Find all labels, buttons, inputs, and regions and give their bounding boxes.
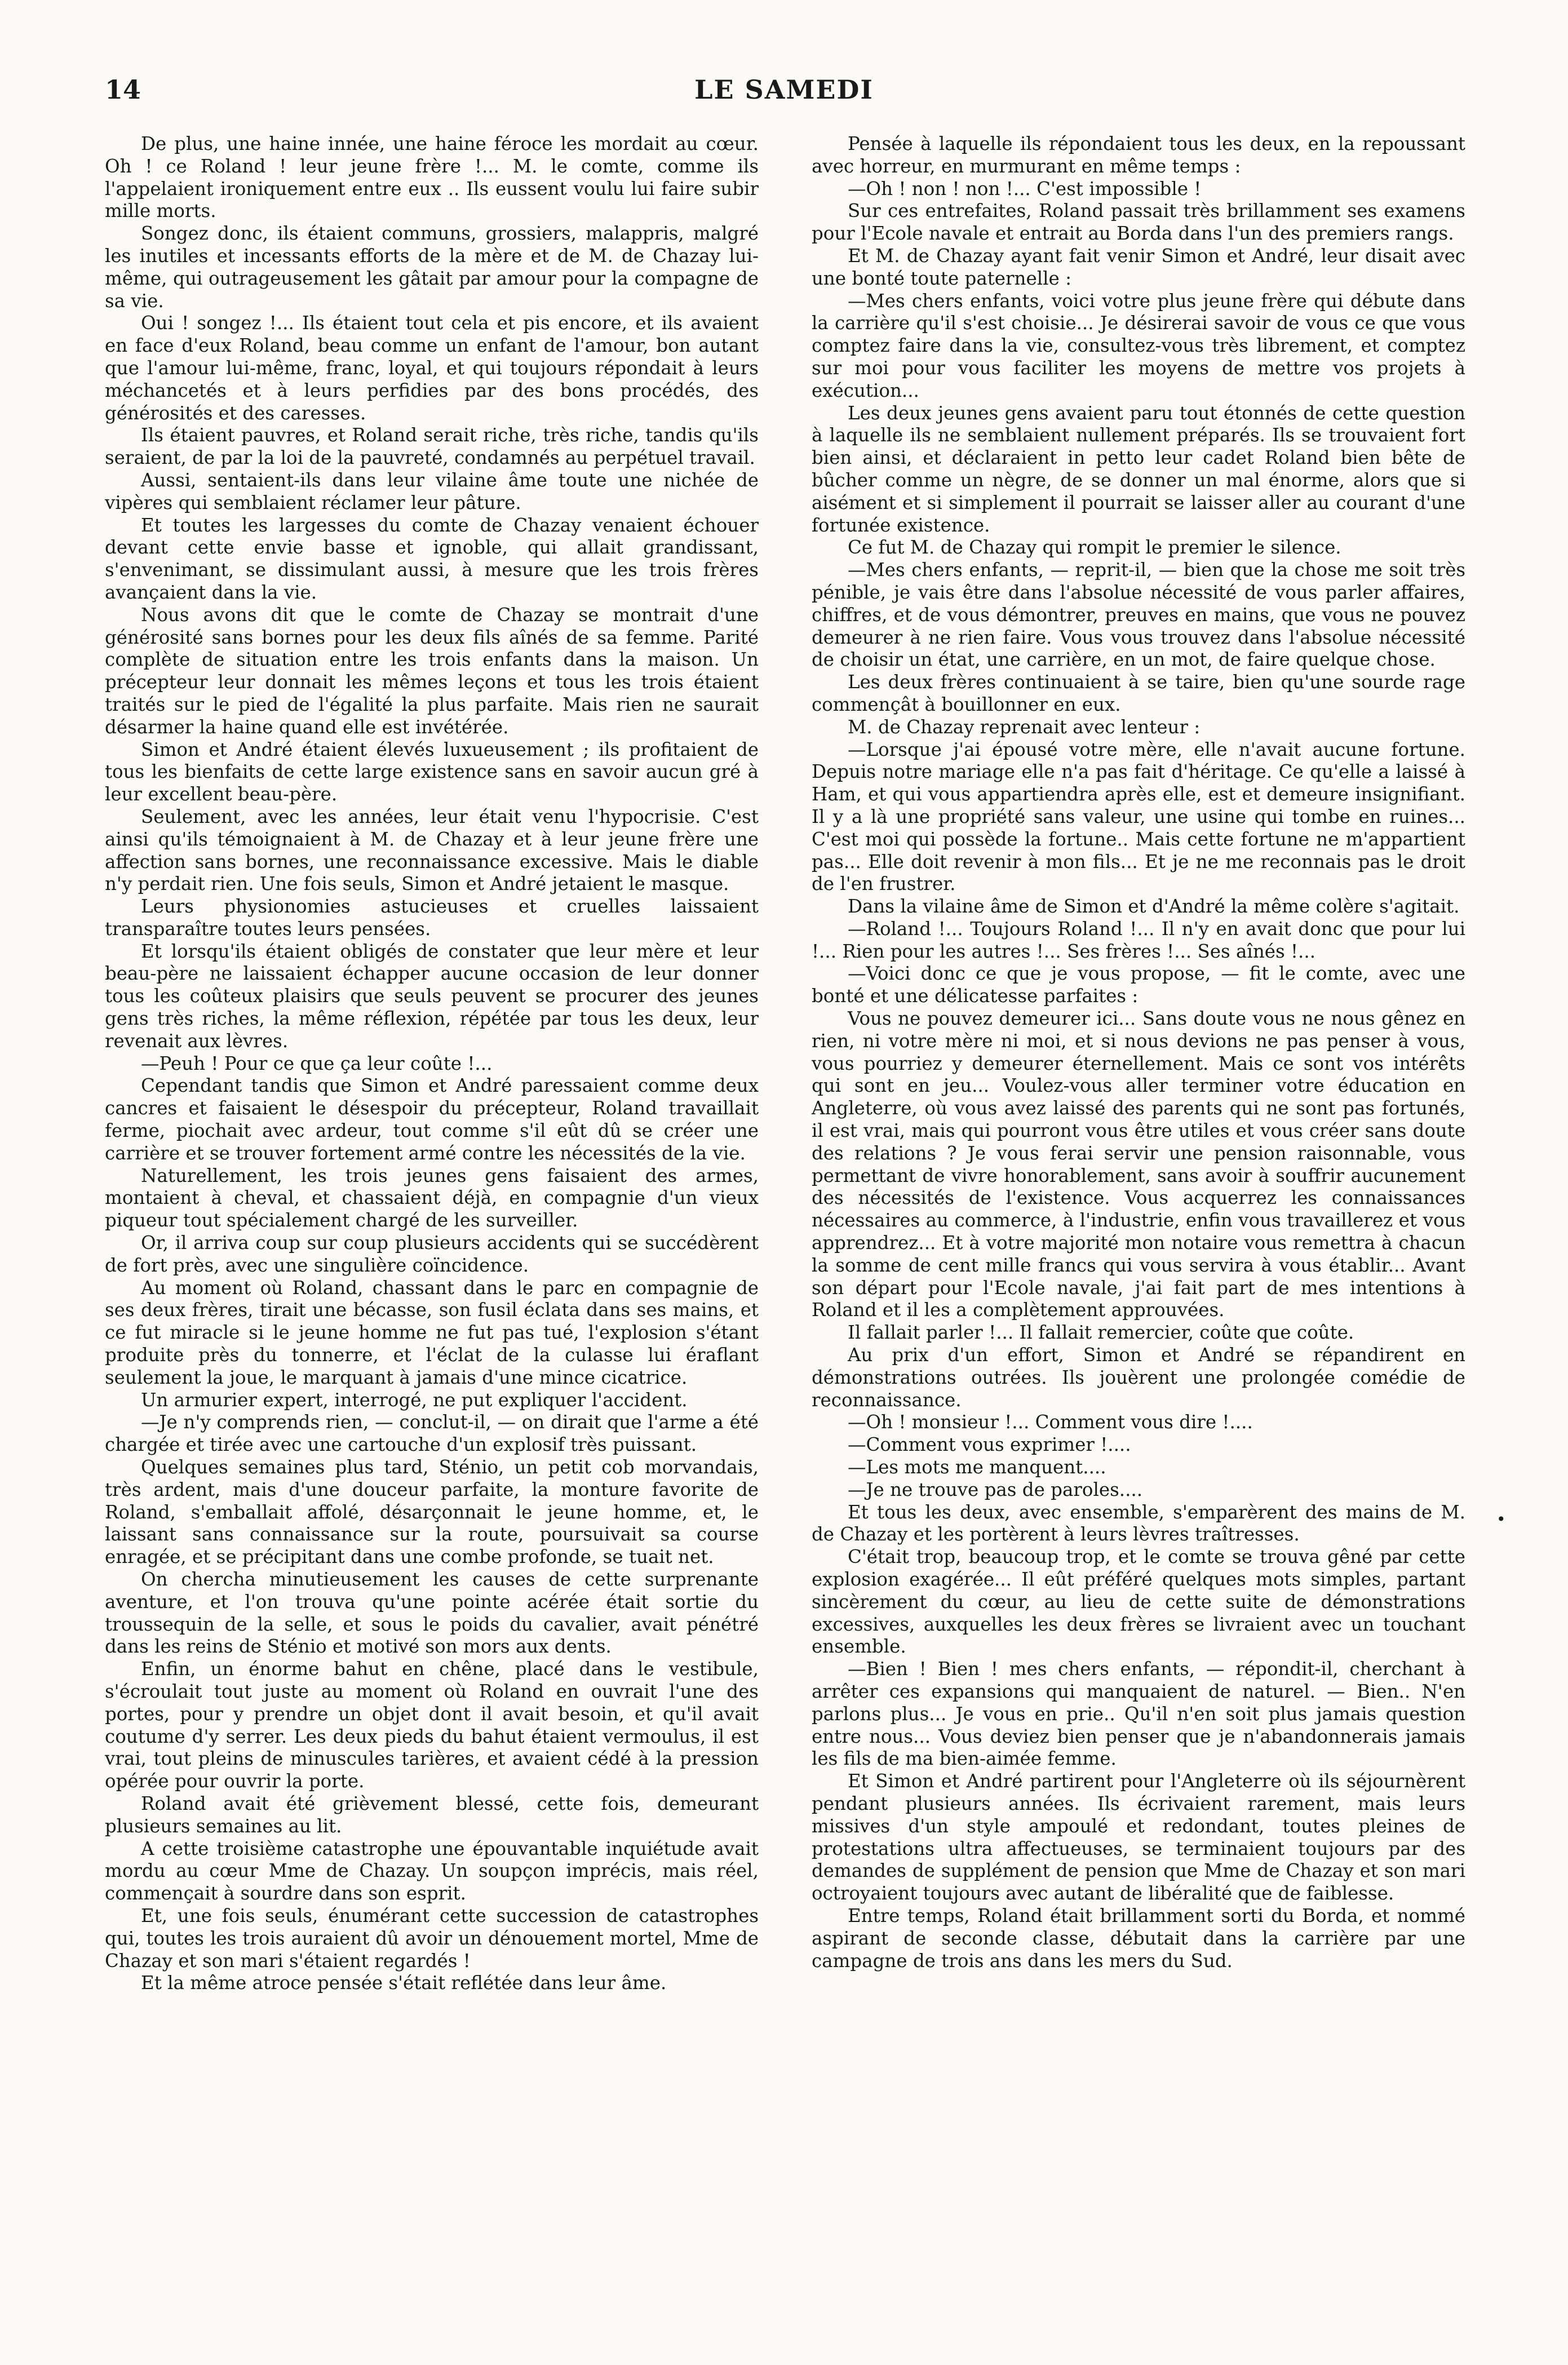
paragraph: Songez donc, ils étaient communs, grossiers, malappris, malgré les inutiles et incessants efforts de la mère et de M. de Chazay lui-même, qui outrageusement les gâtait par amour pour la compagne de sa vie. xyxy=(105,223,759,312)
paragraph: Oui ! songez !... Ils étaient tout cela et pis encore, et ils avaient en face d'eux Roland, beau comme un enfant de l'amour, bon autant que l'amour lui-même, franc, loyal, et qui toujours répondait à leurs méchancetés et à leurs perfidies par des bons procédés, des générosités et des caresses. xyxy=(105,312,759,424)
paragraph: On chercha minutieusement les causes de cette surprenante aventure, et l'on trouva qu'une pointe acérée était sortie du troussequin de la selle, et sous le poids du cavalier, avait pénétré dans les reins de Sténio et motivé son mors aux dents. xyxy=(105,1569,759,1658)
paragraph: Un armurier expert, interrogé, ne put expliquer l'accident. xyxy=(141,1389,688,1411)
paragraph: Naturellement, les trois jeunes gens faisaient des armes, montaient à cheval, et chassaient déjà, en compagnie d'un vieux piqueur tout spécialement chargé de les surveiller. xyxy=(105,1164,759,1232)
paragraph: Il fallait parler !... Il fallait remercier, coûte que coûte. xyxy=(848,1322,1354,1344)
paragraph: Dans la vilaine âme de Simon et d'André la même colère s'agitait. xyxy=(848,896,1460,918)
journal-title: LE SAMEDI xyxy=(694,74,874,105)
paragraph: C'était trop, beaucoup trop, et le comte se trouva gêné par cette explosion exagérée... Il eût préféré quelques mots simples, partant sincèrement du cœur, au lieu de cette suite de démonstrations excessives, auxquelles les deux frères se livraient avec un touchant ensemble. xyxy=(812,1546,1465,1658)
paragraph: —Voici donc ce que je vous propose, — fit le comte, avec une bonté et une délicatesse parfaites : xyxy=(812,963,1465,1007)
paragraph: —Lorsque j'ai épousé votre mère, elle n'avait aucune fortune. Depuis notre mariage elle n'a pas fait d'héritage. Ce qu'elle a laissé à Ham, et qui vous appartiendra après elle, est et demeure insignifiant. Il y a là une propriété sans valeur, une usine qui tombe en ruines... C'est moi qui possède la fortune.. Mais cette fortune ne m'appartient pas... Elle doit revenir à mon fils... Et je ne me reconnais pas le droit de l'en frustrer. xyxy=(812,738,1465,895)
paragraph: Et M. de Chazay ayant fait venir Simon et André, leur disait avec une bonté toute paternelle : xyxy=(812,245,1465,289)
paragraph: —Comment vous exprimer !.... xyxy=(848,1434,1131,1456)
paragraph: Et, une fois seuls, énumérant cette succession de catastrophes qui, toutes les trois auraient dû avoir un dénouement mortel, Mme de Chazay et son mari s'étaient regardés ! xyxy=(105,1905,759,1972)
paragraph: —Je ne trouve pas de paroles.... xyxy=(848,1478,1143,1500)
paragraph: Sur ces entrefaites, Roland passait très brillamment ses examens pour l'Ecole navale et entrait au Borda dans l'un des premiers rangs. xyxy=(812,200,1465,245)
paragraph: —Oh ! non ! non !... C'est impossible ! xyxy=(848,178,1202,200)
paragraph: —Bien ! Bien ! mes chers enfants, — répondit-il, cherchant à arrêter ces expansions qui manquaient de naturel. — Bien.. N'en parlons plus... Je vous en prie.. Qu'il n'en soit plus jamais question entre nous... Vous deviez bien penser que je n'abandonnerais jamais les fils de ma bien-aimée femme. xyxy=(812,1658,1465,1770)
paragraph: Au prix d'un effort, Simon et André se répandirent en démonstrations outrées. Ils jouèrent une prolongée comédie de reconnaissance. xyxy=(812,1344,1465,1411)
paragraph: —Je n'y comprends rien, — conclut-il, — on dirait que l'arme a été chargée et tirée avec une cartouche d'un explosif très puissant. xyxy=(105,1411,759,1456)
paragraph: Ils étaient pauvres, et Roland serait riche, très riche, tandis qu'ils seraient, de par la loi de la pauvreté, condamnés au perpétuel travail. xyxy=(105,424,759,469)
paragraph: A cette troisième catastrophe une épouvantable inquiétude avait mordu au cœur Mme de Chazay. Un soupçon imprécis, mais réel, commençait à sourdre dans son esprit. xyxy=(105,1837,759,1905)
paragraph: Nous avons dit que le comte de Chazay se montrait d'une générosité sans bornes pour les deux fils aînés de sa femme. Parité complète de situation entre les trois enfants dans la maison. Un précepteur leur donnait les mêmes leçons et tous les trois étaient traités sur le pied de l'égalité la plus parfaite. Mais rien ne saurait désarmer la haine quand elle est invétérée. xyxy=(105,604,759,738)
paragraph: Simon et André étaient élevés luxueusement ; ils profitaient de tous les bienfaits de cette large existence sans en savoir aucun gré à leur excellent beau-père. xyxy=(105,738,759,805)
paragraph: Ce fut M. de Chazay qui rompit le premier le silence. xyxy=(848,537,1341,559)
paragraph: Enfin, un énorme bahut en chêne, placé dans le vestibule, s'écroulait tout juste au moment où Roland en ouvrait l'une des portes, pour y prendre un objet dont il avait besoin, et qu'il avait coutume d'y serrer. Les deux pieds du bahut étaient vermoulus, il est vrai, tout pleins de minuscules tarières, et avaient cédé à la pression opérée pour ouvrir la porte. xyxy=(105,1658,759,1792)
paragraph: —Mes chers enfants, — reprit-il, — bien que la chose me soit très pénible, je vais être dans l'absolue nécessité de vous parler affaires, chiffres, et de vous démontrer, preuves en mains, que vous ne pouvez demeurer à ne rien faire. Vous vous trouvez dans l'absolue nécessité de choisir un état, une carrière, en un mot, de faire quelque chose. xyxy=(812,559,1465,671)
paragraph: Et toutes les largesses du comte de Chazay venaient échouer devant cette envie basse et ignoble, qui allait grandissant, s'envenimant, se dissimulant aussi, à mesure que les trois frères avançaient dans la vie. xyxy=(105,514,759,603)
text-column-right xyxy=(812,133,1465,1972)
paragraph: Et lorsqu'ils étaient obligés de constater que leur mère et leur beau-père ne laissaient échapper aucune occasion de leur donner tous les coûteux plaisirs que seuls peuvent se procurer des jeunes gens très riches, la même réflexion, répétée par tous les deux, leur revenait aux lèvres. xyxy=(105,940,759,1052)
paragraph: Pensée à laquelle ils répondaient tous les deux, en la repoussant avec horreur, en murmurant en même temps : xyxy=(812,133,1465,177)
paragraph: Aussi, sentaient-ils dans leur vilaine âme toute une nichée de vipères qui semblaient réclamer leur pâture. xyxy=(105,469,759,513)
paragraph: Quelques semaines plus tard, Sténio, un petit cob morvandais, très ardent, mais d'une douceur parfaite, la monture favorite de Roland, s'emballait affolé, désarçonnait le jeune homme, et, le laissant sans connaissance sur la route, poursuivait sa course enragée, et se précipitant dans une combe profonde, se tuait net. xyxy=(105,1456,759,1568)
paragraph: Les deux frères continuaient à se taire, bien qu'une sourde rage commençât à bouillonner en eux. xyxy=(812,671,1465,715)
margin-bullet-mark: • xyxy=(1496,1510,1506,1529)
paragraph: De plus, une haine innée, une haine féroce les mordait au cœur. Oh ! ce Roland ! leur jeune frère !... M. le comte, comme ils l'appelaient ironiquement entre eux .. Ils eussent voulu lui faire subir mille morts. xyxy=(105,133,759,222)
paragraph: Seulement, avec les années, leur était venu l'hypocrisie. C'est ainsi qu'ils témoignaient à M. de Chazay et à leur jeune frère une affection sans bornes, une reconnaissance excessive. Mais le diable n'y perdait rien. Une fois seuls, Simon et André jetaient le masque. xyxy=(105,805,759,895)
paragraph: Et Simon et André partirent pour l'Angleterre où ils séjournèrent pendant plusieurs années. Ils écrivaient rarement, mais leurs missives d'un style ampoulé et redondant, toutes pleines de protestations ultra affectueuses, se terminaient toujours par des demandes de supplément de pension que Mme de Chazay et son mari octroyaient toujours avec autant de libéralité que de faiblesse. xyxy=(812,1770,1465,1905)
paragraph: Leurs physionomies astucieuses et cruelles laissaient transparaître toutes leurs pensées. xyxy=(105,896,759,940)
paragraph: —Roland !... Toujours Roland !... Il n'y en avait donc que pour lui !... Rien pour les autres !... Ses frères !... Ses aînés !... xyxy=(812,918,1465,962)
paragraph: Cependant tandis que Simon et André paressaient comme deux cancres et faisaient le désespoir du précepteur, Roland travaillait ferme, piochait avec ardeur, tout comme s'il eût dû se créer une carrière et se trouver fortement armé contre les nécessités de la vie. xyxy=(105,1075,759,1164)
running-head xyxy=(105,74,1463,108)
paragraph: M. de Chazay reprenait avec lenteur : xyxy=(848,716,1201,738)
paragraph: Entre temps, Roland était brillamment sorti du Borda, et nommé aspirant de seconde classe, débutait dans la carrière par une campagne de trois ans dans les mers du Sud. xyxy=(812,1905,1465,1972)
paragraph: Roland avait été grièvement blessé, cette fois, demeurant plusieurs semaines au lit. xyxy=(105,1792,759,1837)
paragraph: —Les mots me manquent.... xyxy=(848,1456,1106,1478)
paragraph: Vous ne pouvez demeurer ici... Sans doute vous ne nous gênez en rien, ni votre mère ni moi, et si nous devions ne pas penser à vous, vous pourriez y demeurer éternellement. Mais ce sont vos intérêts qui sont en jeu... Voulez-vous aller terminer votre éducation en Angleterre, où vous avez laissé des parents qui ne sont pas fortunés, il est vrai, mais qui pourront vous être utiles et vous créer sans doute des relations ? Je vous ferai servir une pension raisonnable, vous permettant de vivre honorablement, sans avoir à souffrir aucunement des nécessités de l'existence. Vous acquerrez les connaissances nécessaires au commerce, à l'industrie, enfin vous travaillerez et vous apprendrez... Et à votre majorité mon notaire vous remettra à chacun la somme de cent mille francs qui vous servira à vous établir... Avant son départ pour l'Ecole navale, j'ai fait part de mes intentions à Roland et il les a complètement approuvées. xyxy=(812,1008,1465,1321)
page-number: 14 xyxy=(105,74,141,105)
paragraph: Et tous les deux, avec ensemble, s'emparèrent des mains de M. de Chazay et les portèrent à leurs lèvres traîtresses. xyxy=(812,1501,1465,1545)
paragraph: Or, il arriva coup sur coup plusieurs accidents qui se succédèrent de fort près, avec une singulière coïncidence. xyxy=(105,1232,759,1276)
paragraph: Au moment où Roland, chassant dans le parc en compagnie de ses deux frères, tirait une bécasse, son fusil éclata dans ses mains, et ce fut miracle si le jeune homme ne fut pas tué, l'explosion s'étant produite près du tonnerre, et l'éclat de la culasse lui éraflant seulement la joue, le marquant à jamais d'une mince cicatrice. xyxy=(105,1277,759,1388)
paragraph: Les deux jeunes gens avaient paru tout étonnés de cette question à laquelle ils ne semblaient nullement préparés. Ils se trouvaient fort bien ainsi, et déclaraient in petto leur cadet Roland bien bête de bûcher comme un nègre, de se donner un mal énorme, alors que si aisément et si simplement il pourrait se laisser aller au courant d'une fortunée existence. xyxy=(812,402,1465,536)
text-column-left xyxy=(105,133,759,1995)
paragraph: —Mes chers enfants, voici votre plus jeune frère qui débute dans la carrière qu'il s'est choisie... Je désirerai savoir de vous ce que vous comptez faire dans la vie, consultez-vous très librement, et comptez sur moi pour vous faciliter les moyens de mettre vos projets à exécution... xyxy=(812,290,1465,401)
paragraph: —Oh ! monsieur !... Comment vous dire !.... xyxy=(848,1411,1253,1433)
paragraph: —Peuh ! Pour ce que ça leur coûte !... xyxy=(141,1052,493,1074)
paragraph: Et la même atroce pensée s'était reflétée dans leur âme. xyxy=(141,1972,667,1994)
